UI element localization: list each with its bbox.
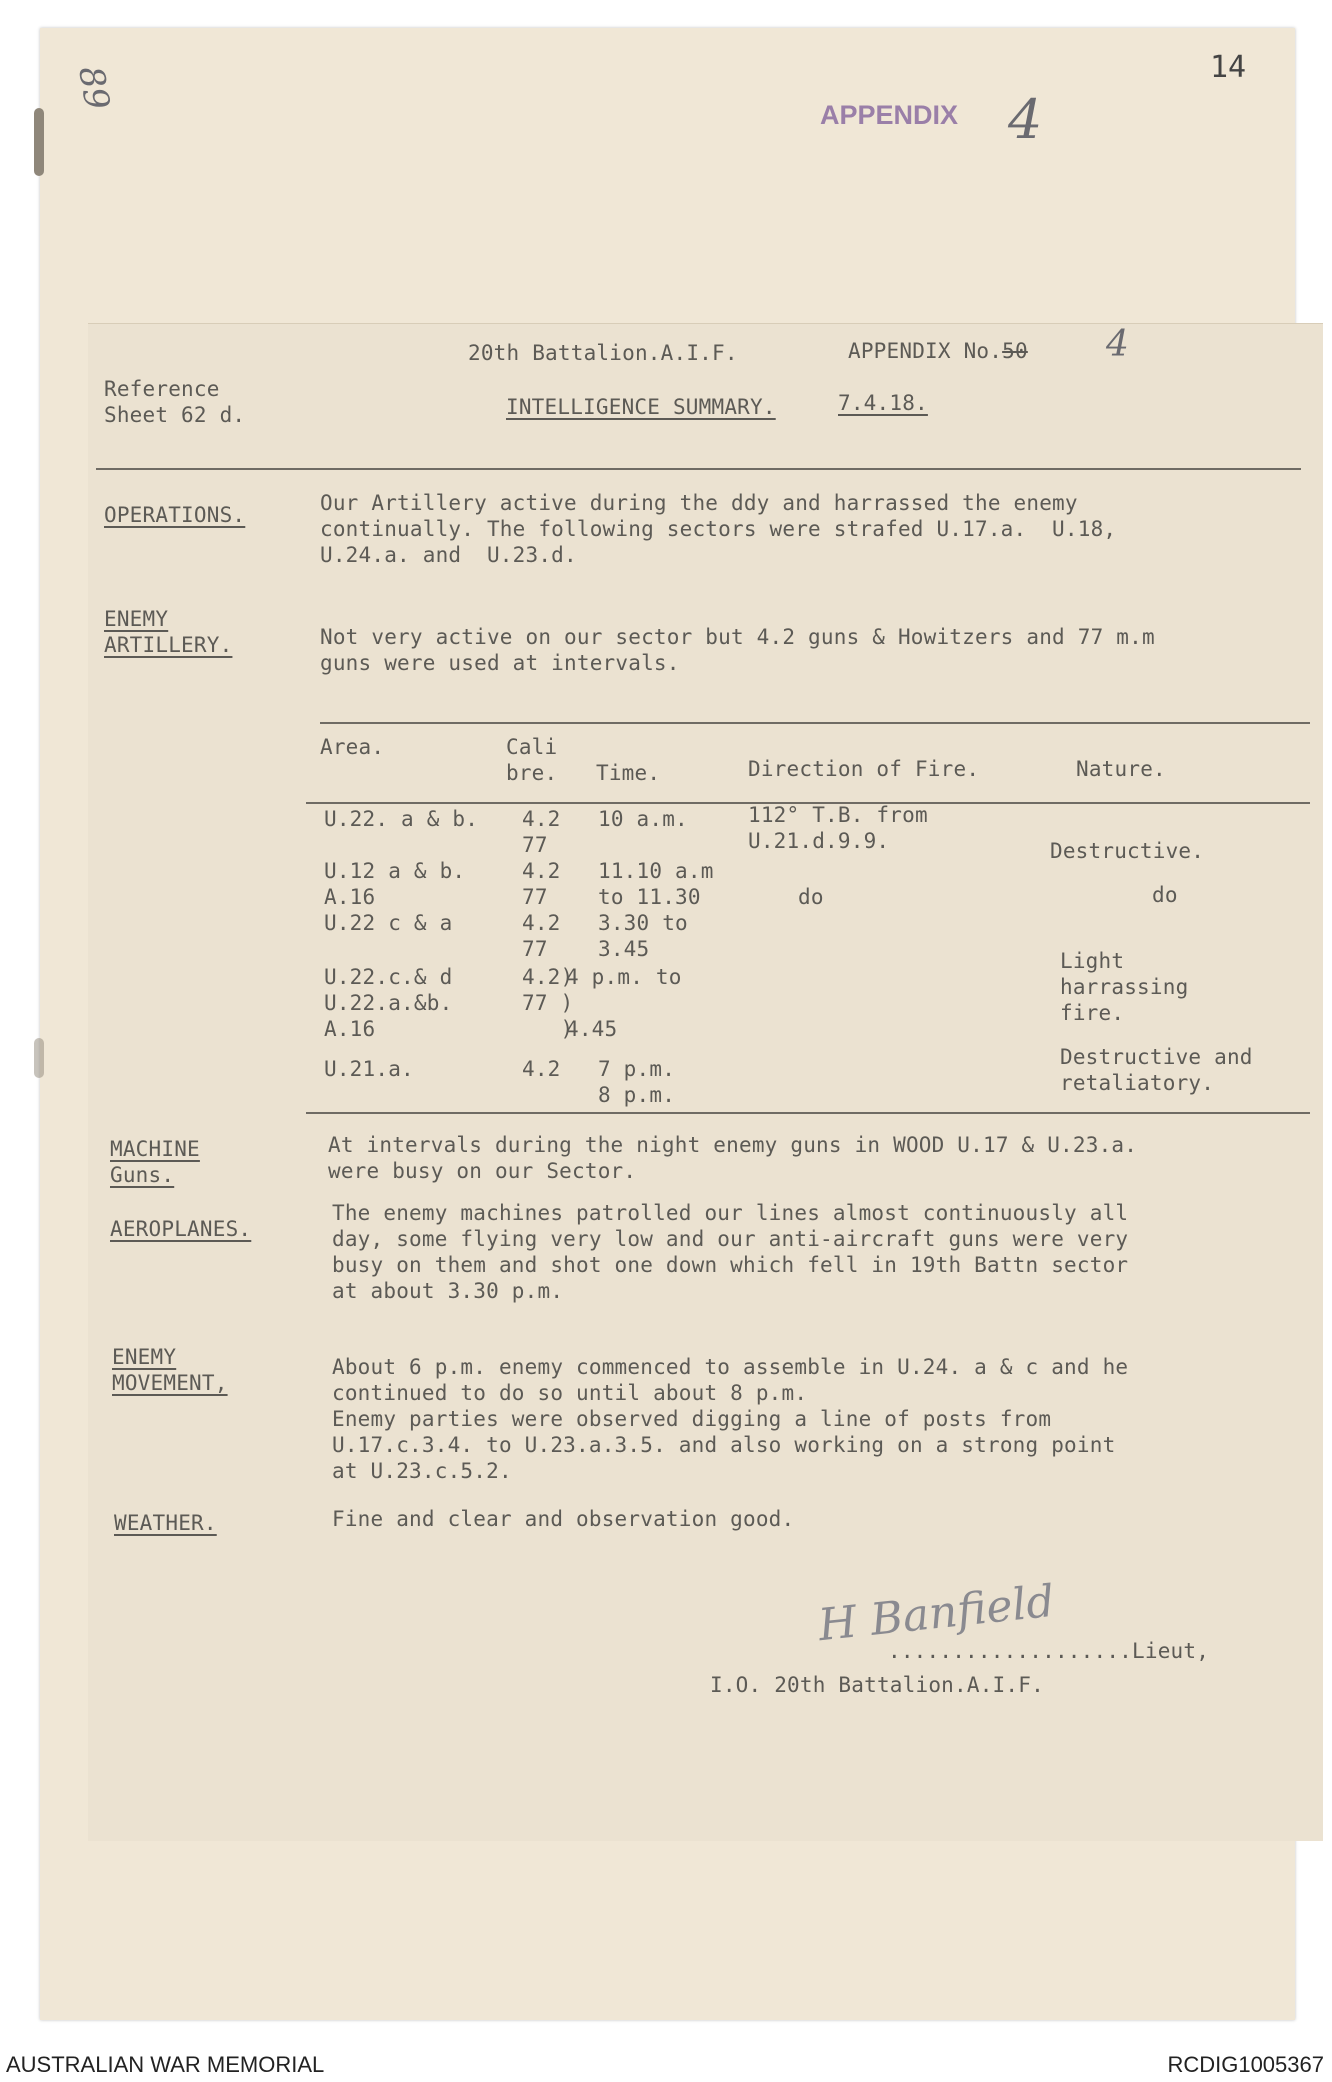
summary-date: 7.4.18. — [838, 391, 928, 415]
table-row-calibre: 4.2 — [522, 1057, 561, 1081]
battalion-name: 20th Battalion.A.I.F. — [468, 341, 738, 365]
table-row-time: 4 p.m. to 4.45 — [566, 965, 682, 1041]
signature-line: ...................Lieut, — [888, 1639, 1210, 1663]
operations-text: Our Artillery active during the ddy and harrassed the enemy continually. The following sectors were strafed U.17.a. U.18, U.24.a. and U.23.d. — [320, 491, 1117, 567]
weather-text: Fine and clear and observation good. — [332, 1507, 795, 1531]
table-row-nature: do — [1152, 883, 1178, 907]
machine-guns-label: MACHINE Guns. — [110, 1137, 200, 1187]
table-row-direction: 112° T.B. from U.21.d.9.9. — [748, 803, 928, 853]
weather-label: WEATHER. — [114, 1511, 217, 1535]
enemy-artillery-label: ENEMY ARTILLERY. — [104, 607, 233, 657]
appendix-handwritten-number: 4 — [1106, 324, 1129, 365]
handwritten-signature: H Banfield — [815, 1575, 1057, 1652]
table-bottom-rule — [306, 1112, 1310, 1114]
col-header-direction: Direction of Fire. — [748, 757, 980, 781]
appendix-label — [848, 338, 1028, 364]
page-number: 14 — [1210, 50, 1247, 85]
table-row-direction: do — [798, 885, 824, 909]
table-row-area: U.22.c.& d U.22.a.&b. A.16 — [324, 965, 453, 1041]
binding-hole — [34, 108, 44, 176]
operations-label: OPERATIONS. — [104, 503, 246, 527]
footer-id: RCDIG1005367 — [1167, 2052, 1324, 2077]
table-row-nature: Destructive and retaliatory. — [1060, 1045, 1253, 1095]
folio-number: 89 — [70, 63, 118, 113]
enemy-artillery-text: Not very active on our sector but 4.2 guns & Howitzers and 77 m.m guns were used at intervals. — [320, 625, 1155, 675]
enemy-movement-text: About 6 p.m. enemy commenced to assemble in U.24. a & c and he continued to do so until about 8 p.m. Enemy parties were observed digging a line of posts from U.17.c.3.4. to U.23.a.3.5. and also working on a strong point at U.23.c.5.2. — [332, 1355, 1129, 1483]
signature-title: I.O. 20th Battalion.A.I.F. — [710, 1673, 1044, 1697]
document-title: INTELLIGENCE SUMMARY. — [506, 395, 776, 419]
table-row-time: 7 p.m. 8 p.m. — [598, 1057, 676, 1107]
stamp-handwritten-number: 4 — [1008, 88, 1043, 151]
col-header-area: Area. — [320, 735, 385, 759]
typed-summary — [88, 323, 1323, 1841]
table-row-calibre: 4.2 77 4.2 77 — [522, 859, 561, 961]
table-row-calibre: 4.2) 77 ) ) — [522, 965, 574, 1041]
appendix-stamp: APPENDIX — [820, 100, 959, 130]
table-row-area: U.21.a. — [324, 1057, 414, 1081]
table-row-nature: Destructive. — [1050, 839, 1205, 863]
appendix-label-text: APPENDIX No. — [848, 339, 1003, 363]
col-header-calibre: Cali bre. — [506, 735, 558, 785]
table-row-time: 10 a.m. — [598, 807, 688, 831]
aeroplanes-text: The enemy machines patrolled our lines almost continuously all day, some flying very low and our anti-aircraft guns were very busy on them and shot one down which fell in 19th Battn sector at about 3.30 p.m. — [332, 1201, 1129, 1303]
reference-sheet: Reference Sheet 62 d. — [104, 377, 246, 427]
col-header-time: Time. — [596, 761, 661, 785]
binding-hole — [34, 1038, 44, 1078]
aeroplanes-label: AEROPLANES. — [110, 1217, 252, 1241]
footer-source: AUSTRALIAN WAR MEMORIAL — [6, 2052, 325, 2077]
table-top-rule — [320, 722, 1310, 724]
col-header-nature: Nature. — [1076, 757, 1166, 781]
enemy-movement-label: ENEMY MOVEMENT, — [112, 1345, 228, 1395]
header-rule — [96, 468, 1301, 470]
table-row-area: U.22. a & b. — [324, 807, 479, 831]
table-row-time: 11.10 a.m to 11.30 3.30 to 3.45 — [598, 859, 714, 961]
document-sheet — [40, 28, 1295, 2020]
table-row-calibre: 4.2 77 — [522, 807, 561, 857]
machine-guns-text: At intervals during the night enemy guns in WOOD U.17 & U.23.a. were busy on our Sector. — [328, 1133, 1138, 1183]
appendix-struck-number: 50 — [1002, 339, 1028, 363]
table-row-nature: Light harrassing fire. — [1060, 949, 1189, 1025]
table-row-area: U.12 a & b. A.16 U.22 c & a — [324, 859, 466, 935]
